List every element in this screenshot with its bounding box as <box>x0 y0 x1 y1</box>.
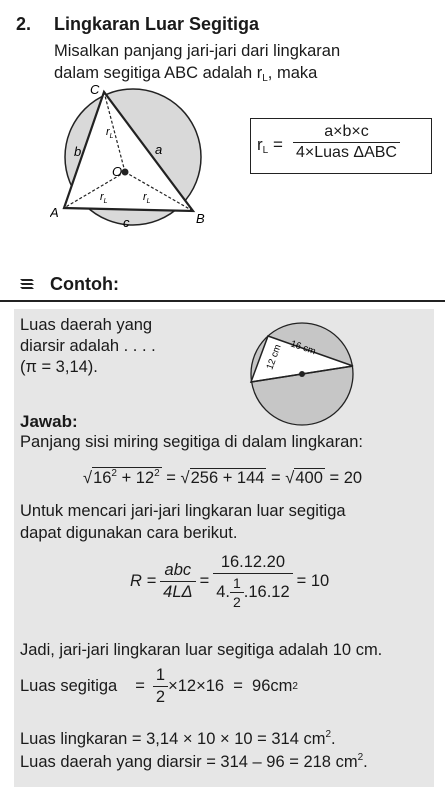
example-center <box>299 371 305 377</box>
intro-subscript: L <box>262 73 268 84</box>
r-eq-frac-2 <box>213 553 292 610</box>
sqrt-a1: 16 <box>93 469 112 487</box>
side-a-label: a <box>155 142 163 157</box>
r-eq-half-d: 2 <box>230 592 244 610</box>
r-eq-n1: abc <box>164 561 192 579</box>
formula-numerator: a×b×c <box>324 123 369 140</box>
example-figure <box>240 318 370 428</box>
r-eq-eq: = <box>199 572 210 590</box>
question-line-3: (π = 3,14). <box>20 358 98 376</box>
intro-line-1: Misalkan panjang jari-jari dari lingkaran <box>54 42 341 60</box>
luas-lingkaran-exp: 2 <box>325 729 332 740</box>
divider <box>0 300 445 302</box>
radius-label-top-sub: L <box>109 133 114 140</box>
radius-label-top-r: r <box>106 126 110 138</box>
luas-lingkaran <box>20 729 336 749</box>
sqrt-result: = 20 <box>329 469 363 487</box>
luas-segitiga-rest: ×12×16 = 96cm <box>168 677 293 695</box>
center-o-label: O <box>112 164 123 179</box>
vertex-c-label: C <box>90 82 100 97</box>
luas-segitiga-eq-sign: = <box>135 677 145 695</box>
sqrt-3: 400 <box>295 469 323 487</box>
contoh-label: Contoh: <box>50 274 119 294</box>
sqrt-equation: $√16^2 + 12^2 = √256 + 144 = √400 = 20$ <box>83 468 363 487</box>
example-panel <box>14 309 434 787</box>
radius-label-right-r: r <box>143 191 147 203</box>
line-cara-2: dapat digunakan cara berikut. <box>20 524 238 542</box>
vertex-a-label: A <box>50 205 59 220</box>
formula-denominator: 4×Luas ΔABC <box>293 142 400 162</box>
line-sisi-miring: Panjang sisi miring segitiga di dalam lingkaran: <box>20 433 364 451</box>
book-middle <box>20 283 34 285</box>
sqrt-symbol-2: √ <box>180 469 190 487</box>
r-eq-result: = 10 <box>296 572 330 590</box>
circumcircle-figure <box>50 82 220 232</box>
luas-segitiga-half-d: 2 <box>153 686 168 707</box>
r-eq-n2: 16.12.20 <box>220 553 286 571</box>
book-stack-icon-svg <box>18 276 36 292</box>
sqrt-symbol-1: √ <box>83 469 93 487</box>
book-top <box>20 279 34 281</box>
formula-lhs-r: r <box>257 135 263 154</box>
r-eq-d1: 4LΔ <box>160 581 195 602</box>
jadi-text: Jadi, jari-jari lingkaran luar segitiga adalah 10 cm. <box>20 641 383 659</box>
side-c-label: c <box>123 215 130 230</box>
r-eq-d2-pre: 4. <box>216 583 230 601</box>
luas-diarsir-text: Luas daerah yang diarsir = 314 – 96 = 218 cm <box>20 753 358 771</box>
r-eq-frac-1 <box>160 561 195 602</box>
r-equation <box>130 553 329 610</box>
formula-fraction <box>293 123 400 162</box>
sqrt-exp-1: 2 <box>111 468 117 479</box>
intro-line-2-text: dalam segitiga ABC adalah r <box>54 64 263 82</box>
question-line-2: diarsir adalah . . . . <box>20 337 156 355</box>
formula-eq: = <box>272 135 283 154</box>
luas-lingkaran-end: . <box>331 730 336 748</box>
label-16cm: 16 cm <box>289 338 318 358</box>
line-cara <box>20 500 426 544</box>
luas-diarsir-exp: 2 <box>357 752 364 763</box>
formula-lhs-sub: L <box>262 145 269 156</box>
side-b-label: b <box>74 144 82 159</box>
center-point-o <box>122 169 129 176</box>
sqrt-a2: 12 <box>135 469 155 487</box>
r-eq-half-n: 1 <box>232 575 241 591</box>
intro-line-2-end: , maka <box>267 64 318 82</box>
label-12cm: 12 cm <box>264 343 284 372</box>
book-stack-icon <box>18 276 36 296</box>
book-bottom <box>20 287 34 289</box>
sqrt-2: 256 + 144 <box>190 469 265 487</box>
section-number: 2. <box>16 14 32 34</box>
question-text <box>20 315 156 378</box>
luas-segitiga-eq <box>20 666 298 707</box>
luas-segitiga-exp: 2 <box>292 681 298 692</box>
luas-segitiga-half <box>153 666 168 707</box>
vertex-b-label: B <box>196 211 205 226</box>
sqrt-1: $16^2 + 12^2$ <box>93 468 160 487</box>
formula-lhs <box>257 135 283 156</box>
luas-segitiga-label: Luas segitiga <box>20 677 118 695</box>
radius-label-left-sub: L <box>103 198 108 205</box>
section-title: Lingkaran Luar Segitiga <box>54 14 260 34</box>
r-eq-d2-post: .16.12 <box>243 583 290 601</box>
sqrt-exp-2: 2 <box>154 468 160 479</box>
radius-label-left-r: r <box>100 191 104 203</box>
sqrt-symbol-3: √ <box>285 469 295 487</box>
question-line-1: Luas daerah yang <box>20 316 153 334</box>
luas-diarsir-end: . <box>363 753 368 771</box>
r-eq-lhs: R = <box>130 572 157 590</box>
r-eq-d2 <box>213 573 292 610</box>
luas-segitiga-half-n: 1 <box>155 666 166 684</box>
r-eq-half <box>230 575 244 610</box>
luas-diarsir <box>20 752 368 772</box>
radius-label-right-sub: L <box>146 198 151 205</box>
line-cara-1: Untuk mencari jari-jari lingkaran luar segitiga <box>20 502 346 520</box>
jawab-label: Jawab: <box>20 412 78 431</box>
luas-lingkaran-text: Luas lingkaran = 3,14 × 10 × 10 = 314 cm <box>20 730 326 748</box>
formula-box <box>250 118 432 174</box>
